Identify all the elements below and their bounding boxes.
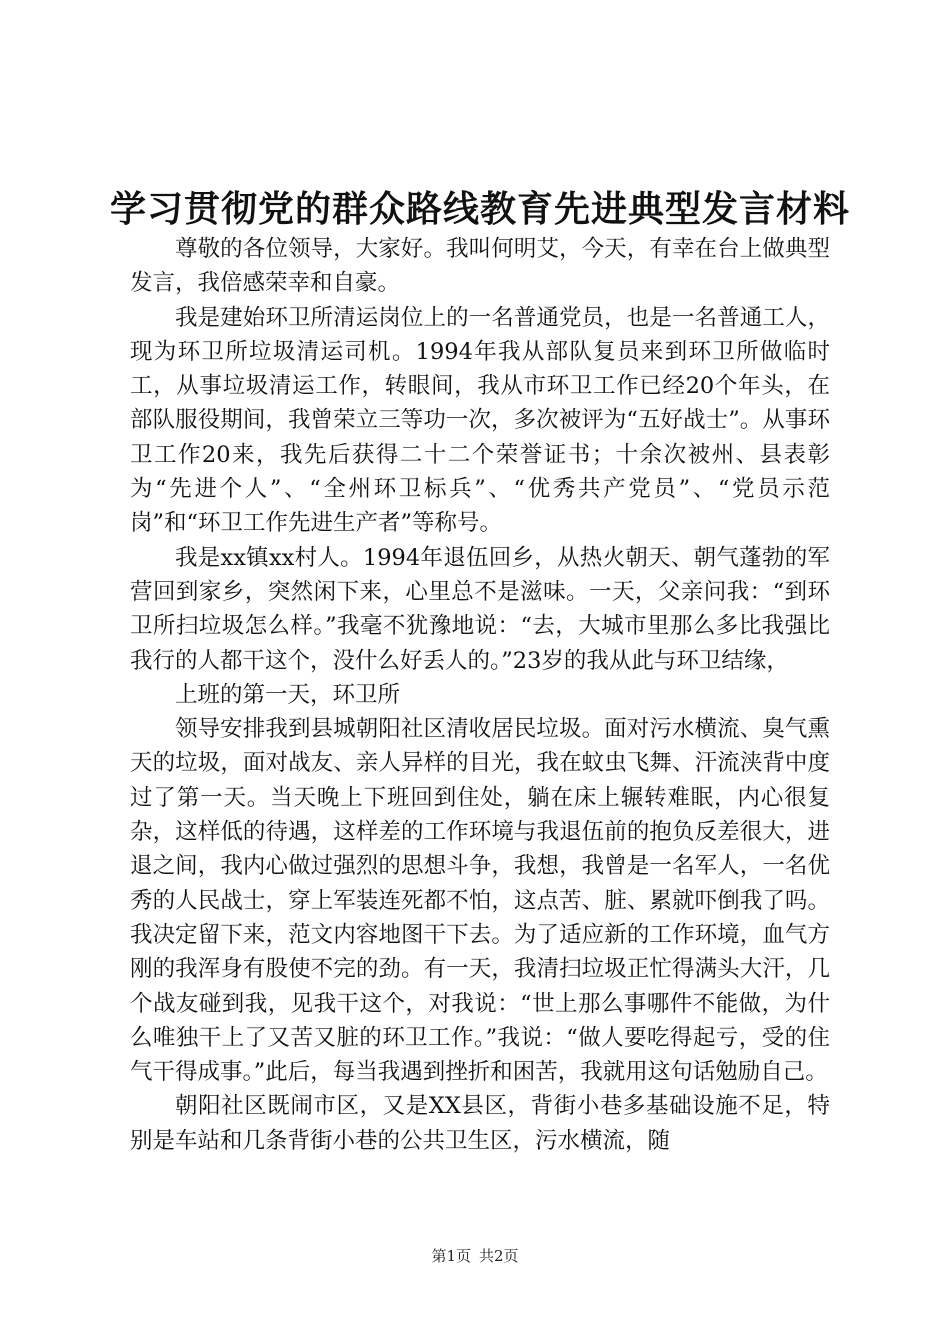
paragraph-background: 我是xx镇xx村人。1994年退伍回乡，从热火朝天、朝气蓬勃的军营回到家乡，突然闲下来，心里总不是滋味。一天，父亲问我：“到环卫所扫垃圾怎么样。”我毫不犹豫地说：“去，大城市里那么多比我强比我行的人都干这个，没什么好丢人的。”23岁的我从此与环卫结缘， — [130, 544, 830, 674]
page-total: 共2页 — [479, 1247, 519, 1265]
paragraph-introduction: 我是建始环卫所清运岗位上的一名普通党员，也是一名普通工人，现为环卫所垃圾清运司机。1994年我从部队复员来到环卫所做临时工，从事垃圾清运工作，转眼间，我从市环卫工作已经20个年头，在部队服役期间，我曾荣立三等功一次，多次被评为“五好战士”。从事环卫工作20来，我先后获得二十二个荣誉证书；十余次被州、县表彰为“先进个人”、“全州环卫标兵”、“优秀共产党员”、“党员示范岗”和“环卫工作先进生产者”等称号。 — [130, 304, 830, 537]
paragraph-first-day: 领导安排我到县城朝阳社区清收居民垃圾。面对污水横流、臭气熏天的垃圾，面对战友、亲人异样的目光，我在蚊虫飞舞、汗流浃背中度过了第一天。当天晚上下班回到住处，躺在床上辗转难眠，内心很复杂，这样低的待遇，这样差的工作环境与我退伍前的抱负反差很大，进退之间，我内心做过强烈的思想斗争，我想，我曾是一名军人，一名优秀的人民战士，穿上军装连死都不怕，这点苦、脏、累就吓倒我了吗。我决定留下来，范文内容地图干下去。为了适应新的工作环境，血气方刚的我浑身有股使不完的劲。有一天，我清扫垃圾正忙得满头大汗，几个战友碰到我，见我干这个，对我说：“世上那么事哪件不能做，为什么唯独干上了又苦又脏的环卫工作。”我说：“做人要吃得起亏，受的住气干得成事。”此后，每当我遇到挫折和困苦，我就用这句话勉励自己。 — [130, 716, 830, 1086]
document-title: 学习贯彻党的群众路线教育先进典型发言材料 — [110, 189, 851, 230]
paragraph-chaoyang-community: 朝阳社区既闹市区，又是XX县区，背街小巷多基础设施不足，特别是车站和几条背街小巷的公共卫生区，污水横流，随 — [130, 1093, 830, 1154]
page-number: 第1页 — [431, 1247, 471, 1265]
paragraph-first-day-fragment: 上班的第一天，环卫所 — [175, 681, 401, 708]
paragraph-greeting: 尊敬的各位领导，大家好。我叫何明艾，今天，有幸在台上做典型发言，我倍感荣幸和自豪。 — [130, 236, 830, 297]
page-footer — [0, 1246, 950, 1266]
document-body — [130, 232, 830, 1158]
